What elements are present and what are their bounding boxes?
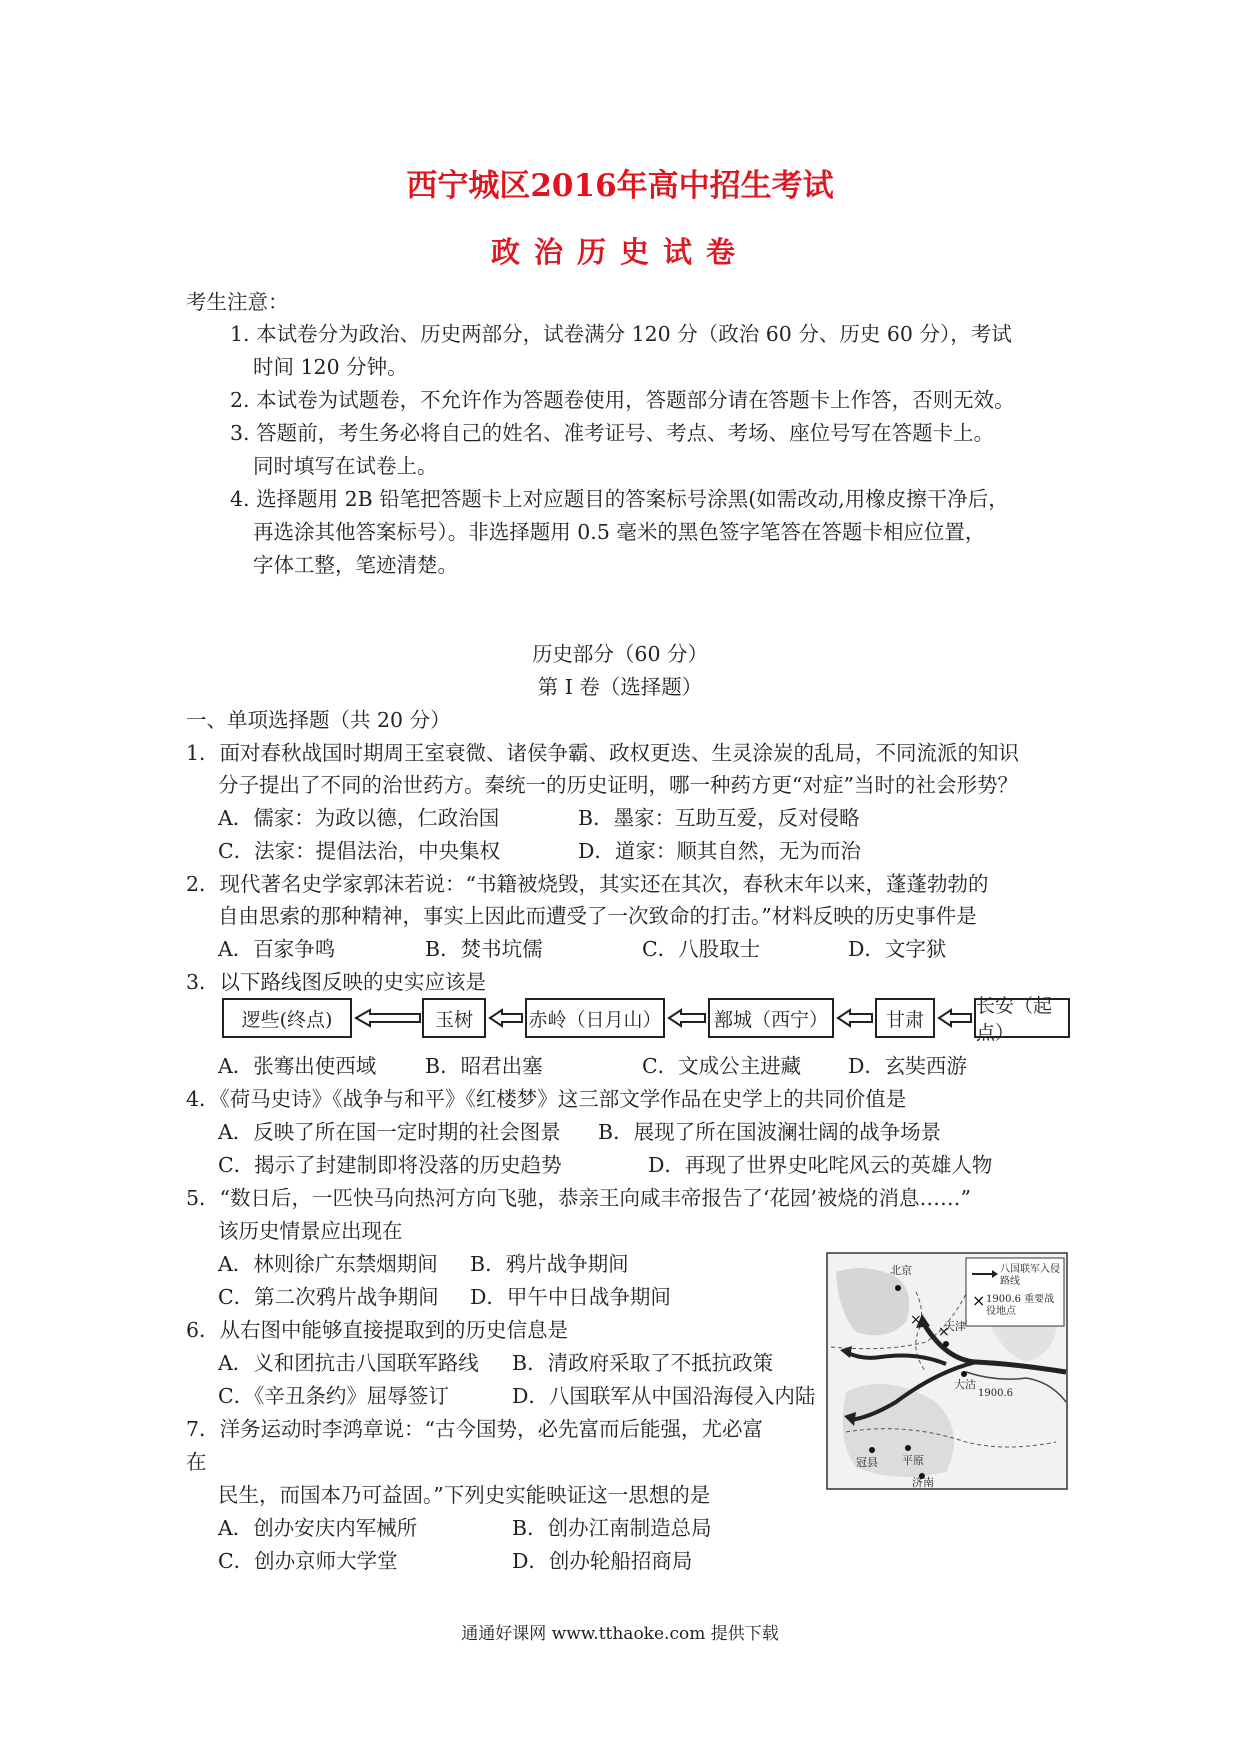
q1-stem-line1: 1．面对春秋战国时期周王室衰微、诸侯争霸、政权更迭、生灵涂炭的乱局，不同流派的知识 (186, 741, 1020, 765)
map-label-beijing: 北京 (890, 1264, 912, 1277)
q1-option-a: A．儒家：为政以德，仁政治国 (218, 806, 500, 830)
q4-option-a: A．反映了所在国一定时期的社会图景 (218, 1120, 561, 1144)
q7-option-c: C．创办京师大学堂 (218, 1549, 398, 1573)
q2-option-b: B．焚书坑儒 (425, 937, 543, 961)
q2-option-a: A．百家争鸣 (218, 937, 336, 961)
exam-subtitle: 政治历史试卷 (490, 235, 749, 269)
q7-stem-line2: 在 (186, 1450, 207, 1474)
q6-option-c: C．《辛丑条约》屈辱签订 (218, 1384, 449, 1408)
q7-option-d: D．创办轮船招商局 (512, 1549, 693, 1573)
map-label-jinan: 济南 (912, 1476, 934, 1489)
route-arrow-icon (667, 1008, 707, 1028)
q6-option-a: A．义和团抗击八国联军路线 (218, 1351, 479, 1375)
notice-line-1: 1. 本试卷分为政治、历史两部分，试卷满分 120 分（政治 60 分、历史 60 分），考试 (230, 322, 1012, 346)
q5-option-b: B．鸦片战争期间 (470, 1252, 629, 1276)
section-volume: 第 I 卷（选择题） (537, 675, 703, 699)
q4-option-d: D．再现了世界史叱咤风云的英雄人物 (648, 1153, 993, 1177)
route-diagram (222, 996, 1072, 1042)
legend-battle-label: 1900.6 重要战役地点 (986, 1294, 1055, 1317)
q3-option-b: B．昭君出塞 (425, 1054, 543, 1078)
q2-option-c: C．八股取士 (642, 937, 761, 961)
notice-line-3b: 同时填写在试卷上。 (253, 454, 438, 478)
svg-text:×: × (938, 1324, 950, 1340)
route-stop-chiling: 赤岭（日月山） (525, 998, 665, 1038)
svg-text:×: × (972, 1291, 986, 1310)
route-stop-yushu: 玉树 (422, 998, 486, 1038)
map-label-pingyuan: 平原 (902, 1454, 924, 1467)
q6-option-d: D．八国联军从中国沿海侵入内陆 (512, 1384, 816, 1408)
q6-option-b: B．清政府采取了不抵抗政策 (512, 1351, 774, 1375)
route-arrow-icon (937, 1008, 973, 1028)
q7-stem-line3: 民生，而国本乃可益固。”下列史实能映证这一思想的是 (218, 1483, 711, 1507)
page-footer: 通通好课网 www.tthaoke.com 提供下载 (461, 1624, 779, 1644)
legend-route-label: 八国联军入侵路线 (1000, 1264, 1060, 1287)
q3-stem: 3．以下路线图反映的史实应该是 (186, 970, 487, 994)
map-label-dagu: 大沽 (954, 1378, 976, 1391)
q7-option-b: B．创办江南制造总局 (512, 1516, 712, 1540)
q4-option-c: C．揭示了封建制即将没落的历史趋势 (218, 1153, 562, 1177)
section-part: 历史部分（60 分） (531, 642, 709, 666)
route-arrow-icon (354, 1008, 422, 1028)
q6-stem: 6．从右图中能够直接提取到的历史信息是 (186, 1318, 569, 1342)
map-label-date: 1900.6 (978, 1388, 1013, 1399)
route-stop-gansu: 甘肃 (875, 998, 935, 1038)
q7-stem-line1: 7．洋务运动时李鸿章说：“古今国势，必先富而后能强，尤必富 (186, 1417, 764, 1441)
q2-option-d: D．文字狱 (848, 937, 947, 961)
map-label-tianjin: 天津 (944, 1320, 966, 1333)
invasion-map (826, 1252, 1068, 1490)
route-stop-luoxie: 逻些(终点) (222, 998, 352, 1038)
q4-option-b: B．展现了所在国波澜壮阔的战争场景 (598, 1120, 942, 1144)
route-arrow-icon (836, 1008, 874, 1028)
route-arrow-icon (488, 1008, 524, 1028)
notice-line-2: 2. 本试卷为试题卷，不允许作为答题卷使用，答题部分请在答题卡上作答，否则无效。 (230, 388, 1015, 412)
notice-heading: 考生注意： (186, 290, 289, 314)
map-label-guanxian: 冠县 (856, 1456, 878, 1469)
route-stop-shancheng: 鄯城（西宁） (708, 998, 834, 1038)
q4-stem: 4．《荷马史诗》《战争与和平》《红楼梦》这三部文学作品在史学上的共同价值是 (186, 1087, 907, 1111)
notice-line-4c: 字体工整，笔迹清楚。 (253, 553, 458, 577)
q2-stem-line1: 2．现代著名史学家郭沫若说：“书籍被烧毁，其实还在其次，春秋末年以来，蓬蓬勃勃的 (186, 872, 989, 896)
q5-option-c: C．第二次鸦片战争期间 (218, 1285, 439, 1309)
notice-line-4: 4. 选择题用 2B 铅笔把答题卡上对应题目的答案标号涂黑(如需改动,用橡皮擦干净后， (230, 487, 1009, 511)
route-stop-changan: 长安（起点） (974, 998, 1070, 1038)
q3-option-a: A．张骞出使西域 (218, 1054, 377, 1078)
q5-stem-line2: 该历史情景应出现在 (218, 1219, 403, 1243)
notice-line-3: 3. 答题前，考生务必将自己的姓名、准考证号、考点、考场、座位号写在答题卡上。 (230, 421, 995, 445)
q3-option-d: D．玄奘西游 (848, 1054, 967, 1078)
q3-option-c: C．文成公主进藏 (642, 1054, 802, 1078)
q7-option-a: A．创办安庆内军械所 (218, 1516, 418, 1540)
section-heading: 一、单项选择题（共 20 分） (186, 708, 451, 732)
q5-option-a: A．林则徐广东禁烟期间 (218, 1252, 438, 1276)
exam-title: 西宁城区2016年高中招生考试 (406, 168, 834, 204)
svg-text:×: × (910, 1312, 922, 1328)
q5-stem-line1: 5．“数日后，一匹快马向热河方向飞驰，恭亲王向咸丰帝报告了‘花园’被烧的消息……” (186, 1186, 972, 1210)
q5-option-d: D．甲午中日战争期间 (470, 1285, 671, 1309)
q1-option-c: C．法家：提倡法治，中央集权 (218, 839, 501, 863)
q1-stem-line2: 分子提出了不同的治世药方。秦统一的历史证明，哪一种药方更“对症”当时的社会形势？ (218, 773, 1018, 797)
q1-option-b: B．墨家：互助互爱，反对侵略 (578, 806, 860, 830)
notice-line-1b: 时间 120 分钟。 (253, 355, 408, 379)
q1-option-d: D．道家：顺其自然，无为而治 (578, 839, 861, 863)
notice-line-4b: 再选涂其他答案标号）。非选择题用 0.5 毫米的黑色签字笔答在答题卡相应位置， (253, 520, 986, 544)
q2-stem-line2: 自由思索的那种精神，事实上因此而遭受了一次致命的打击。”材料反映的历史事件是 (218, 904, 977, 928)
